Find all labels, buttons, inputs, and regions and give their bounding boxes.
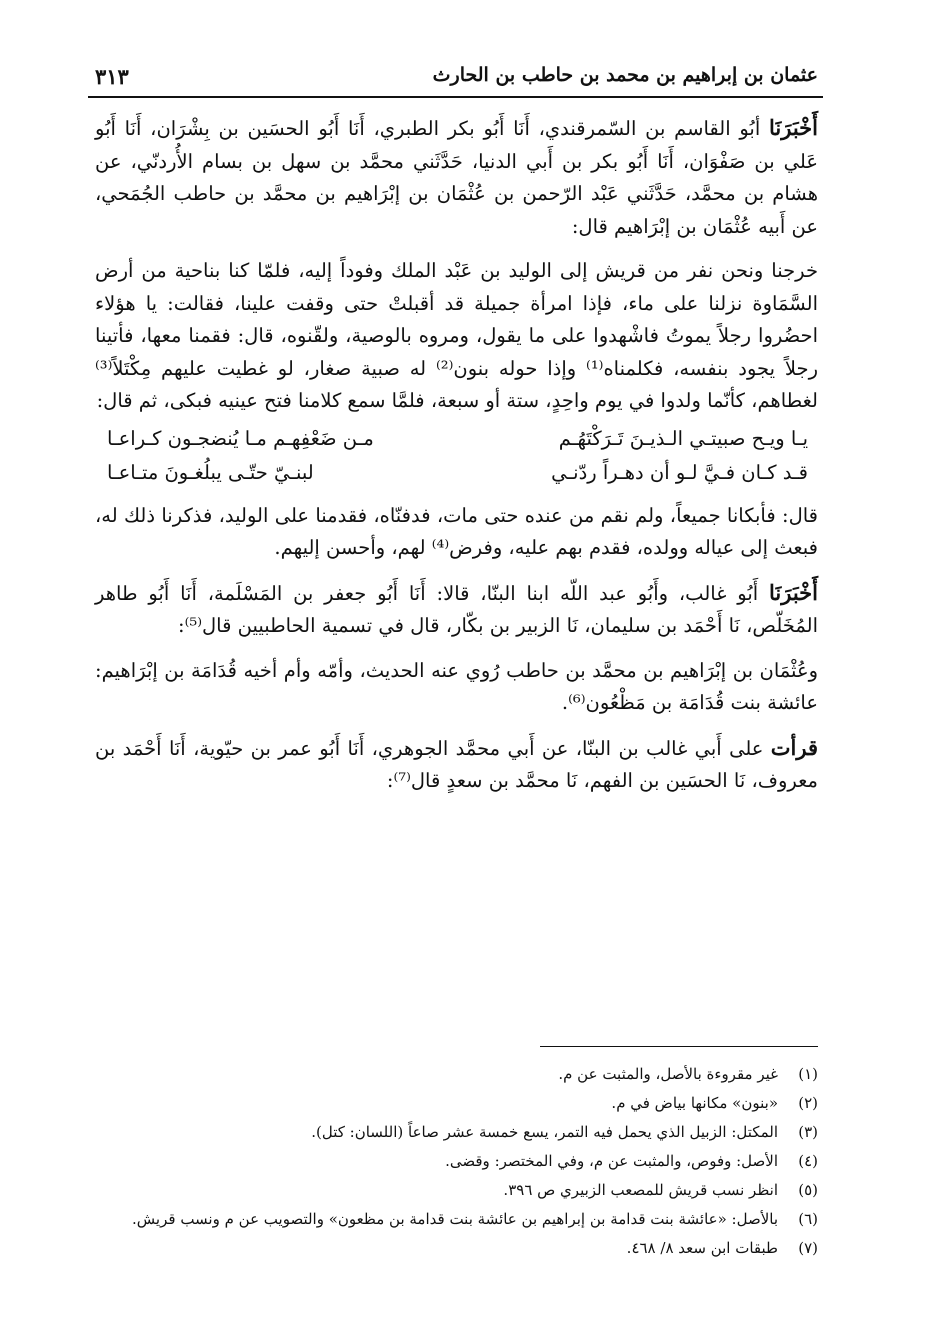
page-number: ٣١٣ <box>95 64 129 89</box>
paragraph-2: خرجنا ونحن نفر من قريش إلى الوليد بن عَبْد الملك وفوداً إليه، فلمّا كنا بناحية من أرض السَّمَاوة نزلنا على ماء، فإذا امرأة جميلة قد أقبلتْ حتى وقفت علينا، فقالت: يا هؤلاء احضُروا رجلاً يموتُ فاشْهدوا على ما يقول، ومروه بالوصية، ولقّنوه، قال: فقمنا معها، فأتينا رجلاً يجود بنفسه، فكلمناه⁽¹⁾ وإذا حوله بنون⁽²⁾ له صبية صغار، لو غطيت عليهم مِكْتَلاً⁽³⁾ لغطاهم، كأنّما ولدوا في يوم واحِدٍ، ستة أو سبعة، فلمَّا سمع كلامنا فتح عينيه فبكى، ثم قال: <box>95 259 819 412</box>
footnote-1: (١) غير مقروءة بالأصل، والمثبت عن م. <box>558 1065 818 1083</box>
header-title: عثمان بن إبراهيم بن محمد بن حاطب بن الحارث <box>432 64 818 86</box>
paragraph-5: وعُثْمَان بن إبْرَاهيم بن محمَّد بن حاطب رُوي عنه الحديث، وأمّه وأم أخيه قُدَامَة بن إبْرَاهيم: عائشة بنت قُدَامَة بن مَظْعُون⁽⁶⁾. <box>95 658 818 714</box>
footnote-6: (٦) بالأصل: «عائشة بنت قدامة بن إبراهيم بن عائشة بنت قدامة بن مظعون» والتصويب عن م ونسب قريش. <box>132 1210 818 1228</box>
running-header <box>95 58 818 92</box>
paragraph-1: أَخْبَرَنَا أبُو القاسم بن السّمرقندي، أَنَا أَبُو بكر الطبري، أَنَا أَبُو الحسَين بن بِشْرَان، أَنَا أَبُو عَلي بن صَفْوَان، أَنَا أَبُو بكر بن أَبي الدنيا، حَدَّثَني محمَّد بن سهل بن بسام الأُردنّي، عن هشام بن محمَّد، حَدَّثَني عَبْد الرّحمن بن عُثْمَان بن إبْرَاهيم بن محمَّد بن حاطب الجُمَحي، عن أَبيه عُثْمَان بن إبْرَاهيم قال: <box>95 115 818 238</box>
header-rule <box>88 96 823 98</box>
footnote-rule <box>540 1046 818 1047</box>
footnote-3: (٣) المكتل: الزبيل الذي يحمل فيه التمر، يسع خمسة عشر صاعاً (اللسان: كتل). <box>311 1123 818 1141</box>
verse-2-first-hemistich: قـد كـان فـيَّ لـو أن دهـراً ردّنـي <box>551 460 808 484</box>
paragraph-4: أَخْبَرَنَا أَبُو غالب، وأَبُو عبد اللّه ابنا البنّا، قالا: أَنَا أَبُو جعفر بن المَسْلَمة، أَنَا أَبُو طاهر المُخَلّص، نَا أَحْمَد بن سليمان، نَا الزبير بن بكّار، قال في تسمية الحاطبيين قال⁽⁵⁾: <box>95 579 818 637</box>
footnotes <box>95 1060 818 1263</box>
poem <box>95 422 818 490</box>
paragraph-6: قرأت على أَبي غالب بن البنّا، عن أَبي محمَّد الجوهري، أَنَا أَبُو عمر بن حيّوية، أَنَا أَحْمَد بن معروف، نَا الحسَين بن الفهم، نَا محمَّد بن سعدٍ قال⁽⁷⁾: <box>95 734 818 792</box>
verse-2-second-hemistich: لبنـيّ حتّـى يبلُغـونَ متـاعـا <box>107 460 314 484</box>
verse-1-first-hemistich: يـا ويـح صبيتـي الـذيـنَ تَـرَكْتَهُـم <box>558 426 808 450</box>
footnote-2: (٢) «بنون» مكانها بياض في م. <box>611 1094 818 1112</box>
footnote-4: (٤) الأصل: وفوص، والمثبت عن م، وفي المختصر: وقضى. <box>445 1152 818 1170</box>
footnote-7: (٧) طبقات ابن سعد ٨/ ٤٦٨. <box>626 1239 818 1257</box>
verse-1-second-hemistich: مـن ضَعْفِهـم مـا يُنضجـون كـراعـا <box>107 426 374 450</box>
main-text <box>95 112 818 810</box>
poem-verse-1 <box>95 422 818 456</box>
footnote-5: (٥) انظر نسب قريش للمصعب الزبيري ص ٣٩٦. <box>503 1181 818 1199</box>
poem-verse-2 <box>95 456 818 490</box>
paragraph-3: قال: فأبكانا جميعاً، ولم نقم من عنده حتى مات، فدفنّاه، فقدمنا على الوليد، فذكرنا ذلك له، فبعث إلى عياله وولده، فقدم بهم عليه، وفرض⁽⁴⁾ لهم، وأحسن إليهم. <box>95 503 818 559</box>
